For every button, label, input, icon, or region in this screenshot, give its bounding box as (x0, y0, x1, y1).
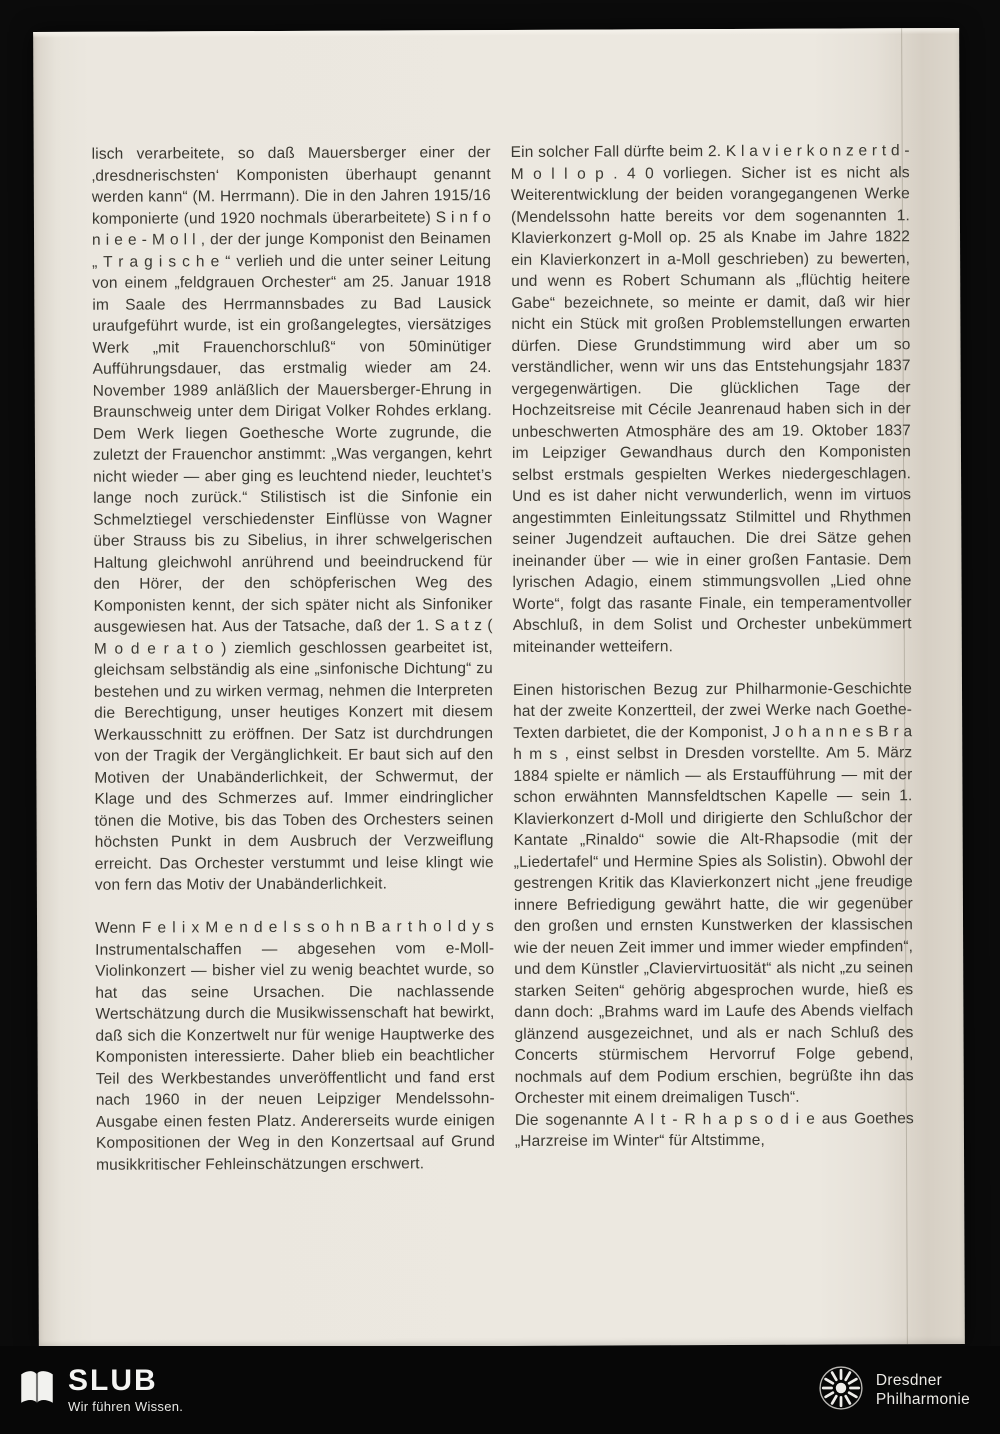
text-column-right (511, 140, 914, 1174)
philharmonie-logo-text (876, 1371, 970, 1409)
slub-book-icon (18, 1367, 56, 1414)
scanned-page (33, 28, 965, 1348)
text-column-left (92, 142, 495, 1176)
page-text (33, 28, 964, 1176)
slub-logo (18, 1366, 183, 1414)
paragraph: Ein solcher Fall dürfte beim 2. K l a v i e r k o n z e r t d - M o l l o p . 4 0 vorliegen. Sicher ist es nicht als Weiterentwicklung der beiden vorangegangenen Werke (Mendelssohn hatte bereits vor dem sogenannten 1. Klavierkonzert g-Moll op. 25 als Knabe im Jahre 1822 ein Klavierkonzert in a-Moll geschrieben) zu bewerten, und wenn es Robert Schumann als „flüchtig heitere Gabe“ bezeichnete, so meinte er damit, daß wir hier nicht ein Stück mit großen Problemstellungen erwarten dürfen. Diese Grundstimmung wird aber um so verständlicher, wenn wir uns das Entstehungsjahr 1837 vergegenwärtigen. Die glücklichen Tage der Hochzeitsreise mit Cécile Jeanrenaud haben sich in der unbeschwerten Atmosphäre des am 19. Oktober 1837 im Leipziger Gewandhaus durch den Komponisten selbst erstmals gespielten Werkes niedergeschlagen. Und es ist daher nicht verwunderlich, wenn im virtuos angestimmten Einleitungssatz Stilmittel und Rhythmen seiner Jugendzeit auftauchen. Die drei Sätze gehen ineinander über — wie in einer großen Fantasie. Dem lyrischen Adagio, einem stimmungsvollen „Lied ohne Worte“, folgt das rasante Finale, ein temperamentvoller Abschluß, in dem Solist und Orchester unbekümmert miteinander wetteifern. (510, 142, 912, 656)
slub-wordmark: SLUB (68, 1364, 158, 1397)
paragraph: lisch verarbeitete, so daß Mauersberger einer der ‚dresdnerischsten‘ Komponisten überhaupt genannt werden kann“ (M. Herrmann). Die in den Jahren 1915/16 komponierte (und 1920 nochmals überarbeitete) S i n f o n i e e - M o l l , der der junge Komponist den Beinamen „ T r a g i s c h e “ verlieh und die unter seiner Leitung von einem „feldgrauen Orchester“ am 25. Januar 1918 im Saale des Herrmannsbades zu Bad Lausick uraufgeführt wurde, ist ein großangelegtes, viersätziges Werk „mit Frauenchorschluß“ von 50minütiger Aufführungsdauer, das erstmalig wieder am 24. November 1989 anläßlich der Mauersberger-Ehrung in Braunschweig unter dem Dirigat Volker Rohdes erklang. Dem Werk liegen Goethesche Worte zugrunde, die zuletzt der Frauenchor anstimmt: „Was vergangen, kehrt nicht wieder — aber ging es leuchtend nieder, leuchtet’s lange noch zurück.“ Stilistisch ist die Sinfonie ein Schmelztiegel verschiedenster Einflüsse von Wagner über Strauss bis zu Sibelius, in ihrer schwelgerischen Haltung gleichwohl anrührend und beeindruckend für den Hörer, der den schöpferischen Weg des Komponisten kennt, der sich später nicht als Sinfoniker ausgewiesen hat. Aus der Tatsache, daß der 1. S a t z ( M o d e r a t o ) ziemlich geschlossen gearbeitet ist, gleichsam selbständig als eine „sinfonische Dichtung“ zu bestehen und zu wirken vermag, nehmen die Interpreten die Berechtigung, unser heutiges Konzert mit diesem Werkausschnitt zu eröffnen. Der Satz ist durchdrungen von der Tragik der Vergänglichkeit. Er baut sich auf den Motiven der Unabänderlichkeit, der Schwermut, der Klage und des Schmerzes auf. Immer eindringlicher tönen die Motive, bis das Toben des Orchesters seinen höchsten Punkt in dem Ausbruch der Verzweiflung erreicht. Das Orchester verstummt und leise klingt wie von fern das Motiv der Unabänderlichkeit. (91, 144, 494, 894)
dresdner-philharmonie-logo (818, 1365, 970, 1416)
footer-bar (0, 1346, 1000, 1434)
philharmonie-name-line2: Philharmonie (875, 1391, 970, 1408)
paragraph: Einen historischen Bezug zur Philharmonie-Geschichte hat der zweite Konzertteil, der zwei Werke nach Goethe-Texten darbietet, die der Komponist, J o h a n n e s B r a h m s , einst selbst in Dresden vorstellte. Am 5. März 1884 spielte er nämlich — als Erstaufführung — mit der schon erwähnten Mannsfeldtschen Kapelle — sein 1. Klavierkonzert d-Moll und dirigierte den Schlußchor der Kantate „Rinaldo“ sowie die Alt-Rhapsodie (mit der „Liedertafel“ und Hermine Spies als Solistin). Obwohl der gestrengen Kritik das Klavierkonzert nicht „jene freudige innere Befriedigung gewährt hatte, die wir gegenüber den großen und ernsten Kunstwerken der klassischen wie der neuen Zeit immer und immer wieder empfinden“, und dem Künstler „Claviervirtuosität“ als nicht „zu seinen starken Seiten“ gehörig abgesprochen wurde, hieß es dann doch: „Brahms ward im Laufe des Abends vielfach glänzend ausgezeichnet, und als er nach Schluß des Concerts stürmischem Hervorruf Folge gebend, nochmals auf dem Podium erschien, begrüßte ihn das Orchester mit einem dreimaligen Tusch“. (512, 679, 914, 1107)
philharmonie-name-line1: Dresdner (875, 1372, 943, 1389)
paragraph: Wenn F e l i x M e n d e l s s o h n B a r t h o l d y s Instrumentalschaffen — abgesehen vom e-Moll-Violinkonzert — bisher viel zu wenig beachtet wurde, so hat das seine Ursachen. Die nachlassende Wertschätzung durch die Musikwissenschaft hat bewirkt, daß sich die Konzertwelt nur für wenige Hauptwerke des Komponisten interessierte. Daher blieb ein beachtlicher Teil des Werkbestandes unveröffentlicht und fand erst nach 1960 in der neuen Leipziger Mendelssohn-Ausgabe einen festen Platz. Andererseits wurde einigen Kompositionen der Weg in den Konzertsaal auf Grund musikkritischer Fehleinschätzungen erschwert. (95, 918, 496, 1174)
paragraph: Die sogenannte A l t - R h a p s o d i e aus Goethes „Harzreise im Winter“ für Altstimme, (514, 1109, 914, 1150)
slub-logo-text (68, 1366, 183, 1414)
slub-tagline: Wir führen Wissen. (68, 1399, 184, 1414)
philharmonie-emblem-icon (818, 1365, 864, 1416)
